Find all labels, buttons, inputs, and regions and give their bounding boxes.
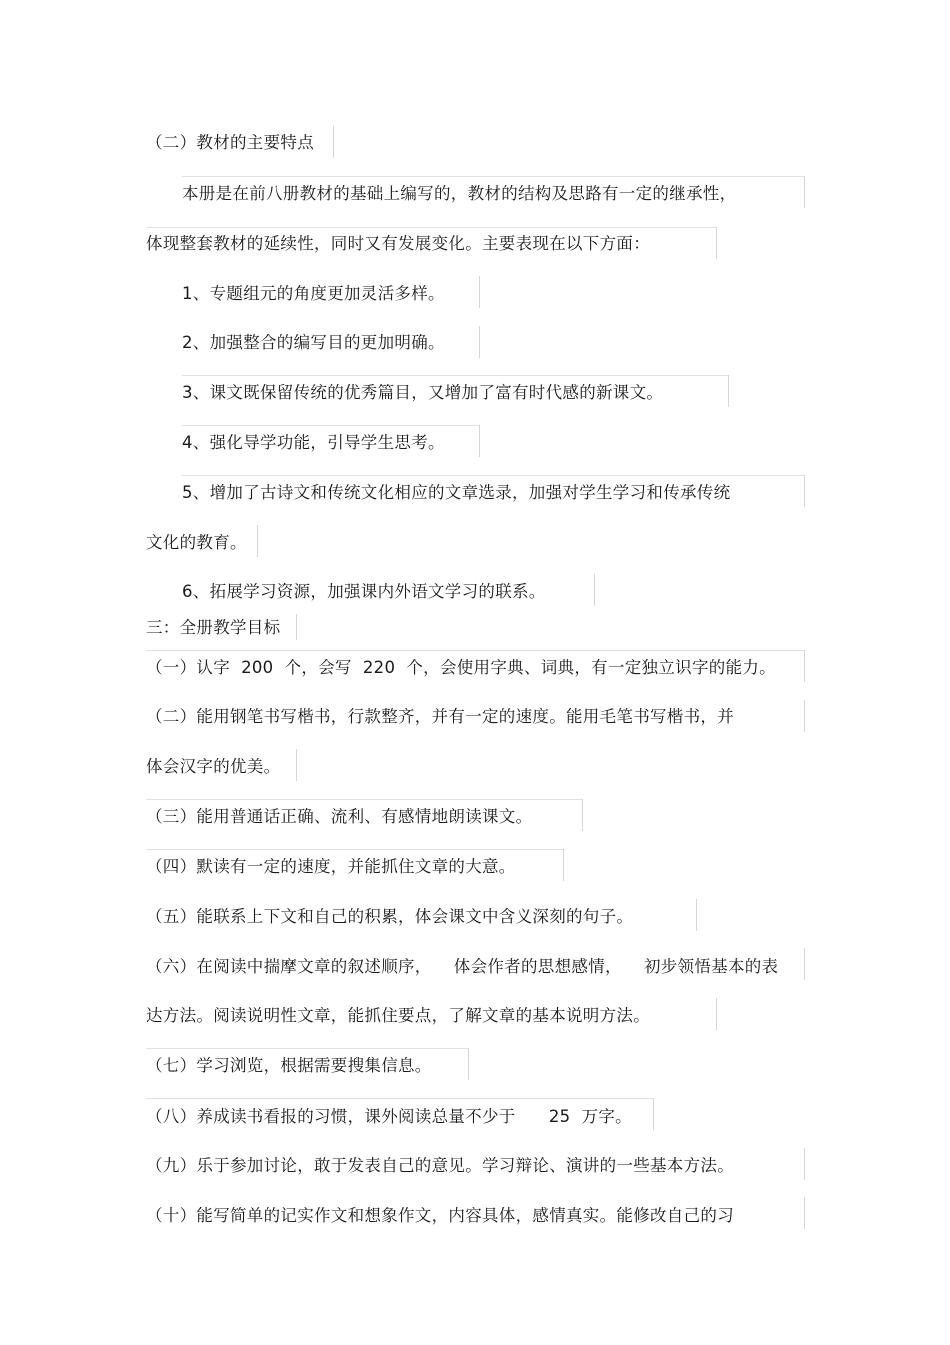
cell-border — [563, 849, 564, 881]
cell-border — [182, 176, 804, 177]
feature-item-3: 3、课文既保留传统的优秀篇目，又增加了富有时代感的新课文。 — [182, 383, 664, 402]
cell-border — [804, 948, 805, 980]
goal-item-9: （九）乐于参加讨论，敢于发表自己的意见。学习辩论、演讲的一些基本方法。 — [146, 1156, 734, 1175]
cell-border — [182, 425, 479, 426]
section-heading: （二）教材的主要特点 — [146, 133, 314, 152]
cell-border — [804, 650, 805, 682]
goal-item-8: （八）养成读书看报的习惯，课外阅读总量不少于 25 万字。 — [146, 1107, 632, 1126]
feature-item-2: 2、加强整合的编写目的更加明确。 — [182, 333, 445, 352]
cell-border — [804, 700, 805, 732]
cell-border — [716, 227, 717, 259]
cell-border — [146, 849, 563, 850]
cell-border — [696, 899, 697, 931]
cell-border — [594, 574, 595, 606]
goal-item-5: （五）能联系上下文和自己的积累，体会课文中含义深刻的句子。 — [146, 907, 634, 926]
goal-item-7: （七）学习浏览，根据需要搜集信息。 — [146, 1056, 432, 1075]
goal-item-2-continued: 体会汉字的优美。 — [146, 757, 281, 776]
goals-heading: 三：全册教学目标 — [146, 618, 281, 637]
cell-border — [146, 227, 716, 228]
cell-border — [146, 799, 582, 800]
cell-border — [479, 326, 480, 358]
cell-border — [479, 425, 480, 457]
goal-item-4: （四）默读有一定的速度，并能抓住文章的大意。 — [146, 857, 516, 876]
cell-border — [716, 998, 717, 1030]
cell-border — [257, 525, 258, 557]
cell-border — [804, 176, 805, 208]
cell-border — [146, 1048, 468, 1049]
cell-border — [146, 650, 804, 651]
cell-border — [804, 1148, 805, 1180]
feature-item-5: 5、增加了古诗文和传统文化相应的文章选录，加强对学生学习和传承传统 — [182, 483, 731, 502]
cell-border — [296, 749, 297, 781]
cell-border — [804, 1197, 805, 1229]
cell-border — [582, 799, 583, 831]
intro-paragraph-line-2: 体现整套教材的延续性，同时又有发展变化。主要表现在以下方面： — [146, 234, 650, 253]
goal-item-2: （二）能用钢笔书写楷书，行款整齐，并有一定的速度。能用毛笔书写楷书，并 — [146, 707, 734, 726]
cell-border — [182, 375, 728, 376]
goal-item-6-continued: 达方法。阅读说明性文章，能抓住要点，了解文章的基本说明方法。 — [146, 1006, 650, 1025]
cell-border — [653, 1098, 654, 1130]
feature-item-5-continued: 文化的教育。 — [146, 533, 247, 552]
cell-border — [479, 276, 480, 308]
goal-item-1: （一）认字 200 个，会写 220 个，会使用字典、词典，有一定独立识字的能力。 — [146, 658, 776, 677]
cell-border — [182, 475, 804, 476]
cell-border — [146, 1098, 653, 1099]
goal-item-3: （三）能用普通话正确、流利、有感情地朗读课文。 — [146, 807, 533, 826]
feature-item-4: 4、强化导学功能，引导学生思考。 — [182, 433, 445, 452]
feature-item-6: 6、拓展学习资源，加强课内外语文学习的联系。 — [182, 582, 546, 601]
intro-paragraph-line-1: 本册是在前八册教材的基础上编写的，教材的结构及思路有一定的继承性， — [182, 184, 737, 203]
cell-border — [296, 614, 297, 640]
cell-border — [333, 126, 334, 158]
cell-border — [728, 375, 729, 407]
goal-item-10: （十）能写简单的记实作文和想象作文，内容具体，感情真实。能修改自己的习 — [146, 1206, 734, 1225]
feature-item-1: 1、专题组元的角度更加灵活多样。 — [182, 284, 445, 303]
cell-border — [804, 475, 805, 507]
cell-border — [468, 1048, 469, 1080]
goal-item-6: （六）在阅读中揣摩文章的叙述顺序， 体会作者的思想感情， 初步领悟基本的表 — [146, 957, 779, 976]
